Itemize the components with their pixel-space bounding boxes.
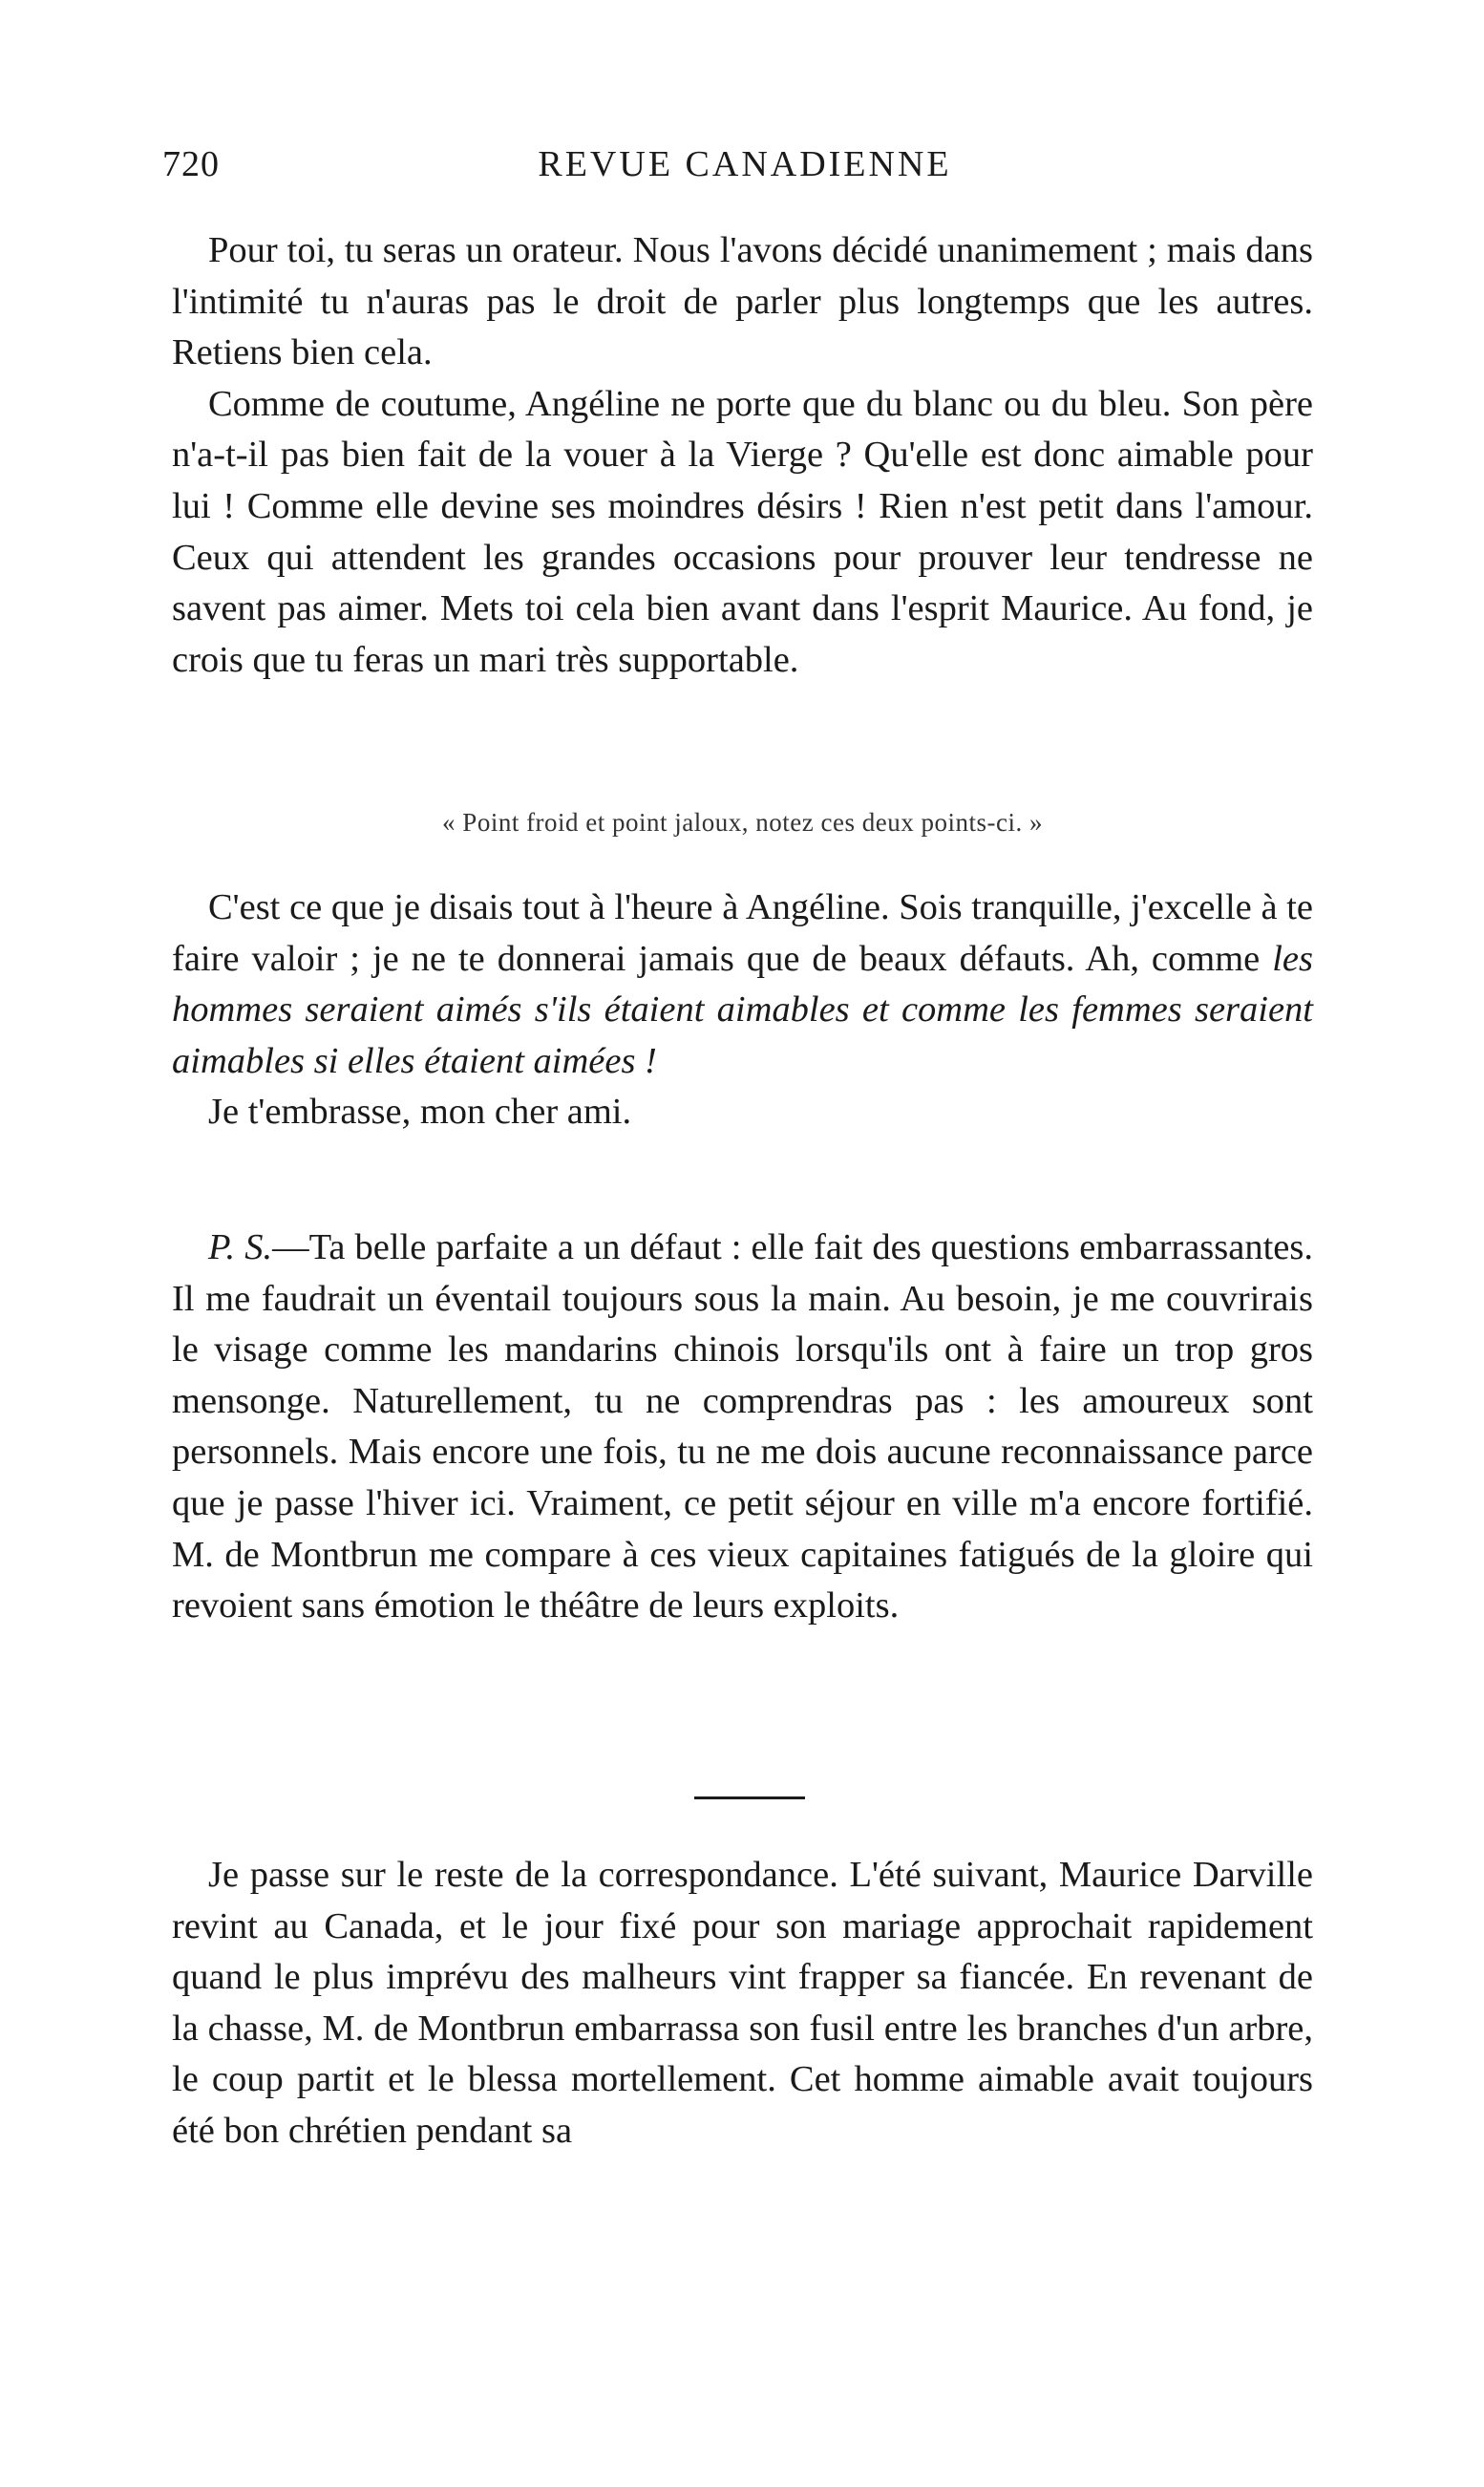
- text-block-narrative: [172, 1850, 1313, 2158]
- paragraph: Pour toi, tu seras un orateur. Nous l'avons décidé unanimement ; mais dans l'intimité tu n'auras pas le droit de parler plus longtemps que les autres. Retiens bien cela.: [172, 230, 1313, 373]
- paragraph: [172, 882, 1313, 1087]
- paragraph-text: C'est ce que je disais tout à l'heure à Angéline. Sois tranquille, j'excelle à te faire valoir ; je ne te donnerai jamais que de beaux défauts. Ah, comme: [172, 887, 1313, 979]
- text-block-letter: [172, 225, 1313, 686]
- paragraph: Comme de coutume, Angéline ne porte que du blanc ou du bleu. Son père n'a-t-il pas bien fait de la vouer à la Vierge ? Qu'elle est donc aimable pour lui ! Comme elle devine ses moindres désirs ! Rien n'est petit dans l'amour. Ceux qui attendent les grandes occasions pour prouver leur tendresse ne savent pas aimer. Mets toi cela bien avant dans l'esprit Maurice. Au fond, je crois que tu feras un mari très supportable.: [172, 383, 1313, 680]
- quotation: « Point froid et point jaloux, notez ces deux points-ci. »: [442, 808, 1043, 837]
- running-title: REVUE CANADIENNE: [538, 144, 952, 184]
- postscript-paragraph: [172, 1222, 1313, 1632]
- italic-maxim: les hommes seraient aimés s'ils étaient aimables et comme les femmes seraient aimables si elles étaient aimées !: [172, 938, 1313, 1081]
- postscript-block: [172, 1222, 1313, 1632]
- postscript-text: —Ta belle parfaite a un défaut : elle fait des questions embarrassantes. Il me faudrait un éventail toujours sous la main. Au besoin, je me couvrirais le visage comme les mandarins chinois lorsqu'ils ont à faire un trop gros mensonge. Naturellement, tu ne comprendras pas : les amoureux sont personnels. Mais encore une fois, tu ne me dois aucune reconnaissance parce que je passe l'hiver ici. Vraiment, ce petit séjour en ville m'a encore fortifié. M. de Montbrun me compare à ces vieux capitaines fatigués de la gloire qui revoient sans émotion le théâtre de leurs exploits.: [172, 1227, 1313, 1626]
- section-divider: [694, 1796, 805, 1799]
- page-number: 720: [162, 144, 220, 184]
- page-header: [162, 143, 1327, 191]
- letter-closing: Je t'embrasse, mon cher ami.: [208, 1092, 632, 1133]
- paragraph: Je passe sur le reste de la correspondance. L'été suivant, Maurice Darville revint au Canada, et le jour fixé pour son mariage approchait rapidement quand le plus imprévu des malheurs vint frapper sa fiancée. En revenant de la chasse, M. de Montbrun embarrassa son fusil entre les branches d'un arbre, le coup partit et le blessa mortellement. Cet homme aimable avait toujours été bon chrétien pendant sa: [172, 1855, 1313, 2151]
- text-block-reply: [172, 882, 1313, 1138]
- postscript-label: P. S.: [208, 1227, 273, 1267]
